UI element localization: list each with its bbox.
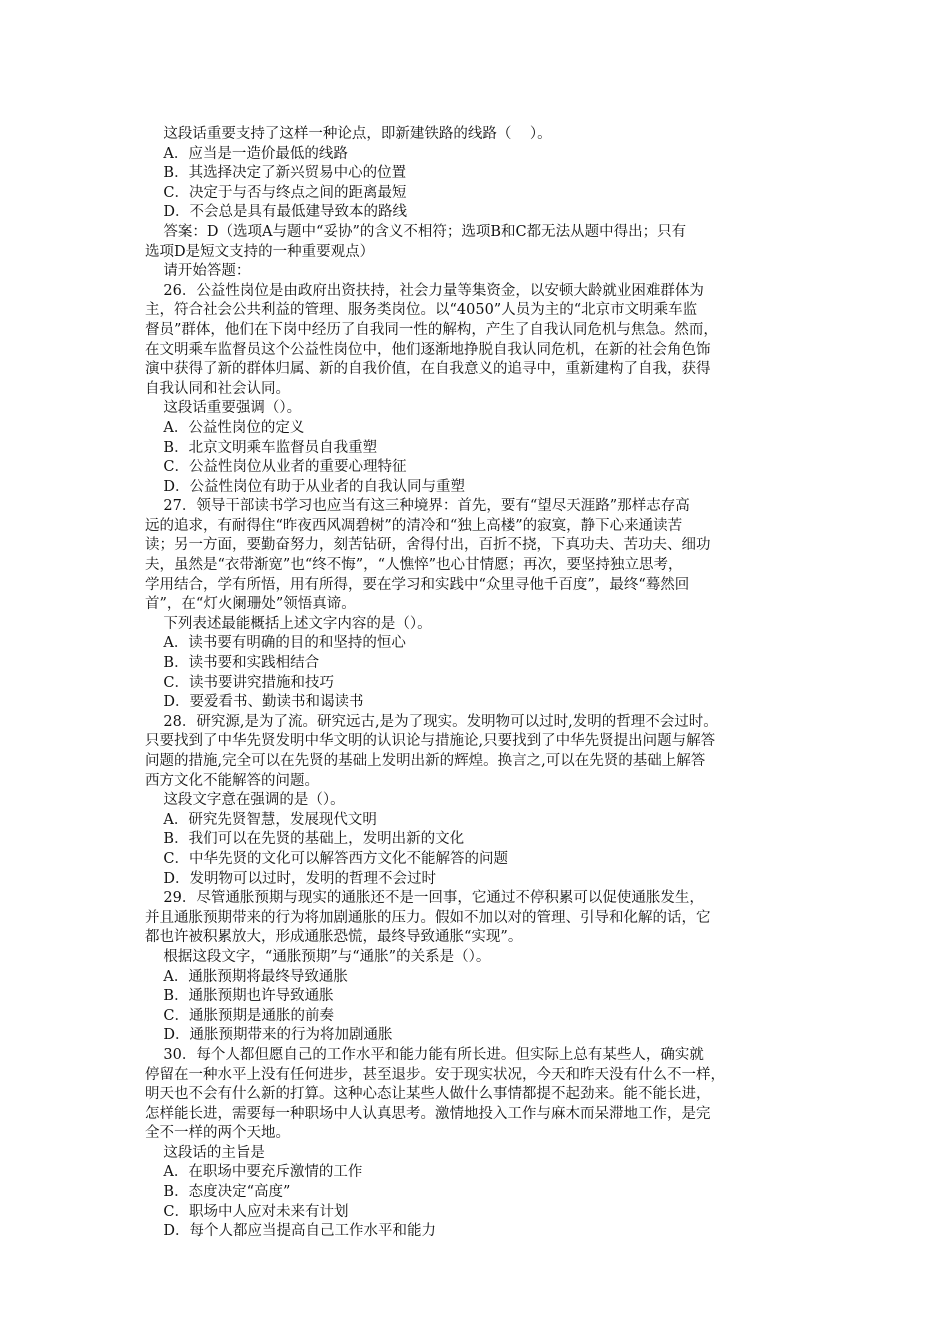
text-line: B．通胀预期也许导致通胀 [145,988,334,1005]
text-line: D．不会总是具有最低建导致本的路线 [145,204,408,221]
text-line: B．读书要和实践相结合 [145,655,320,672]
text-line: A．读书要有明确的目的和坚持的恒心 [145,635,406,652]
text-line: A．研究先贤智慧，发展现代文明 [145,811,377,828]
text-line: 西方文化不能解答的问题。 [145,772,319,789]
text-line: 30．每个人都但愿自己的工作水平和能力能有所长进。但实际上总有某些人，确实就 [145,1046,704,1063]
text-line: D．发明物可以过时，发明的哲理不会过时 [145,870,437,887]
text-line: 26．公益性岗位是由政府出资扶持，社会力量等集资金，以安顿大龄就业困难群体为 [145,282,704,299]
text-line: 选项D是短文支持的一种重要观点） [145,243,375,260]
text-line: C．读书要讲究措施和技巧 [145,674,335,691]
text-line: 只要找到了中华先贤发明中华文明的认识论与措施论,只要找到了中华先贤提出问题与解答 [145,733,716,750]
text-line: 28．研究源,是为了流。研究远古,是为了现实。发明物可以过时,发明的哲理不会过时。 [145,713,718,730]
text-line: 27．领导干部读书学习也应当有这三种境界：首先，要有“望尽天涯路”那样志存高 [145,498,690,515]
text-line: 都也许被积累放大，形成通胀恐慌，最终导致通胀“实现”。 [145,929,523,946]
text-line: 演中获得了新的群体归属、新的自我价值，在自我意义的追寻中，重新建构了自我，获得 [145,361,711,378]
text-line: 明天也不会有什么新的打算。这种心态让某些人做什么事情都提不起劲来。能不能长进， [145,1086,711,1103]
text-line: 学用结合，学有所悟，用有所得，要在学习和实践中“众里寻他千百度”，最终“蓦然回 [145,576,690,593]
text-line: 并且通胀预期带来的行为将加剧通胀的压力。假如不加以对的管理、引导和化解的话，它 [145,909,711,926]
text-line: D．每个人都应当提高自己工作水平和能力 [145,1223,437,1240]
text-line: 首”，在“灯火阑珊处”领悟真谛。 [145,596,356,613]
text-line: 停留在一种水平上没有任何进步，甚至退步。安于现实状况，今天和昨天没有什么不一样， [145,1066,725,1083]
text-line: 读；另一方面，要勤奋努力，刻苦钻研，舍得付出，百折不挠，下真功夫、苦功夫、细功 [145,537,711,554]
text-line: 主，符合社会公共利益的管理、服务类岗位。以“4050”人员为主的“北京市文明乘车监 [145,302,698,319]
text-line: 夫，虽然是“衣带渐宽”也“终不悔”，“人憔悴”也心甘情愿；再次，要坚持独立思考， [145,557,683,574]
text-line: C．通胀预期是通胀的前奏 [145,1007,335,1024]
text-line: 29．尽管通胀预期与现实的通胀还不是一回事，它通过不停积累可以促使通胀发生， [145,890,704,907]
text-line: 请开始答题： [145,263,251,280]
text-line: D．要爱看书、勤读书和谒读书 [145,694,364,711]
text-line: 这段话重要强调（）。 [145,400,302,417]
text-line: 自我认同和社会认同。 [145,380,290,397]
text-line: 督员”群体，他们在下岗中经历了自我同一性的解构，产生了自我认同危机与焦急。然而， [145,321,718,338]
text-line: 远的追求，有耐得住“昨夜西风凋碧树”的清冷和“独上高楼”的寂寞，静下心来通读苦 [145,517,683,534]
text-line: 答案：D（选项A与题中“妥协”的含义不相符；选项B和C都无法从题中得出；只有 [145,223,687,240]
document-page [145,125,815,1242]
text-line: 在文明乘车监督员这个公益性岗位中，他们逐渐地挣脱自我认同危机，在新的社会角色饰 [145,341,711,358]
text-line: B．其选择决定了新兴贸易中心的位置 [145,165,407,182]
text-line: 这段话重要支持了这样一种论点，即新建铁路的线路（ ）。 [145,126,552,142]
text-line: C．公益性岗位从业者的重要心理特征 [145,459,407,476]
text-line: A．应当是一造价最低的线路 [145,145,348,162]
text-line: C．决定于与否与终点之间的距离最短 [145,184,407,201]
text-line: A．通胀预期将最终导致通胀 [145,968,348,985]
text-line: A．公益性岗位的定义 [145,419,305,436]
text-line: 怎样能长进，需要每一种职场中人认真思考。激情地投入工作与麻木而呆滞地工作，是完 [145,1105,711,1122]
text-line: 全不一样的两个天地。 [145,1125,290,1142]
text-line: 这段话的主旨是 [145,1144,265,1161]
text-line: D．公益性岗位有助于从业者的自我认同与重塑 [145,478,466,495]
text-line: B．北京文明乘车监督员自我重塑 [145,439,378,456]
text-line: B．我们可以在先贤的基础上，发明出新的文化 [145,831,465,848]
text-line: 根据这段文字，“通胀预期”与“通胀”的关系是（）。 [145,948,491,965]
text-line: 这段文字意在强调的是（）。 [145,792,345,809]
text-line: B．态度决定“高度” [145,1184,291,1201]
text-line: 下列表述最能概括上述文字内容的是（）。 [145,615,432,632]
text-line: A．在职场中要充斥激情的工作 [145,1164,363,1181]
text-line: C．职场中人应对未来有计划 [145,1203,349,1220]
text-line: 问题的措施,完全可以在先贤的基础上发明出新的辉煌。换言之,可以在先贤的基础上解答 [145,753,706,769]
text-line: C．中华先贤的文化可以解答西方文化不能解答的问题 [145,850,509,867]
text-line: D．通胀预期带来的行为将加剧通胀 [145,1027,393,1044]
